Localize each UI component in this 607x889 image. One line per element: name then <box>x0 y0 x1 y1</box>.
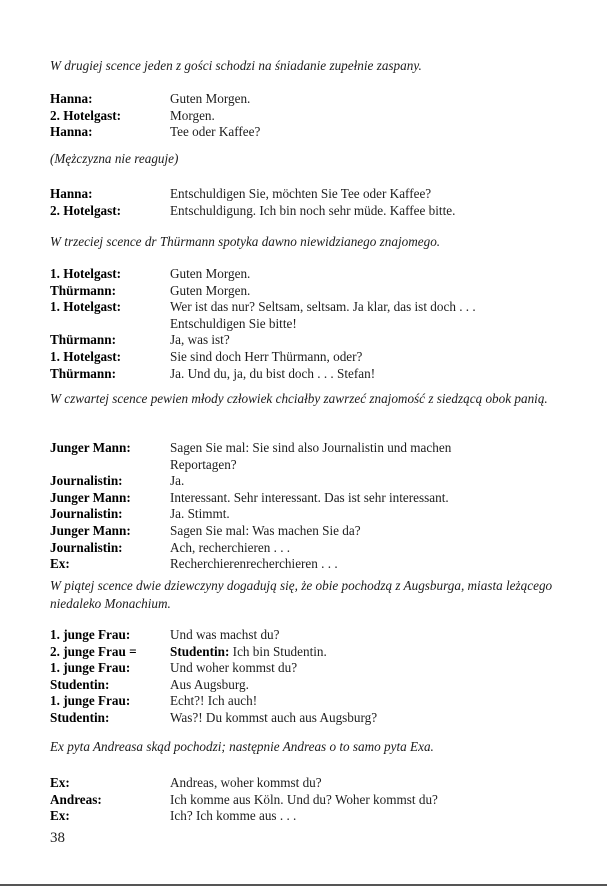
speaker-label: Hanna: <box>50 124 93 140</box>
dialogue-line <box>50 627 567 643</box>
dialogue-line <box>50 91 567 107</box>
speaker-label: 1. junge Frau: <box>50 693 131 709</box>
spoken-text: Sagen Sie mal: Sie sind also Journalistin und machen <box>170 440 452 455</box>
spoken-text: Reportagen? <box>170 456 237 472</box>
speaker-label-inline: Studentin: <box>170 643 230 659</box>
speaker-label: Studentin: <box>50 676 110 692</box>
spoken-text-part: Ich bin Studentin. <box>229 643 327 659</box>
spoken-text: Und was machst du? <box>170 627 280 642</box>
dialogue-line <box>50 283 567 299</box>
speaker-label: Journalistin: <box>50 473 123 489</box>
speaker-label: 2. junge Frau = <box>50 643 137 659</box>
dialogue-line <box>50 124 567 140</box>
dialogue-line <box>50 108 567 124</box>
stage-direction: Ex pyta Andreasa skąd pochodzi; następnie Andreas o to samo pyta Exa. <box>50 739 434 754</box>
stage-direction: W czwartej scence pewien młody człowiek chciałby zawrzeć znajomość z siedzącą obok panią. <box>50 391 548 406</box>
dialogue-block <box>50 627 567 727</box>
speaker-label: Thürmann: <box>50 365 116 381</box>
dialogue-line <box>50 710 567 726</box>
dialogue-line <box>50 440 567 456</box>
spoken-text: Morgen. <box>170 107 215 123</box>
dialogue-line <box>50 775 567 791</box>
speaker-label: Thürmann: <box>50 332 116 348</box>
spoken-text: Guten Morgen. <box>170 282 251 298</box>
dialogue-line <box>50 203 567 219</box>
dialogue-line <box>50 693 567 709</box>
dialogue-line <box>50 644 567 660</box>
speaker-label: Studentin: <box>50 709 110 725</box>
dialogue-line <box>50 540 567 556</box>
stage-direction: W piątej scence dwie dziewczyny dogadują się, że obie pochodzą z Augsburga, miasta leżącego niedaleko Monachium. <box>50 578 553 611</box>
speaker-label: 1. Hotelgast: <box>50 266 122 281</box>
speaker-label: Junger Mann: <box>50 489 131 505</box>
spoken-text <box>170 644 567 660</box>
spoken-text: Ja. Stimmt. <box>170 506 230 522</box>
spoken-text: Ich komme aus Köln. Und du? Woher kommst du? <box>170 791 438 807</box>
spoken-text: Ja, was ist? <box>170 332 230 348</box>
speaker-label: 2. Hotelgast: <box>50 107 122 123</box>
dialogue-line <box>50 808 567 824</box>
speaker-label: Ex: <box>50 775 70 790</box>
speaker-label: Journalistin: <box>50 539 123 555</box>
dialogue-line <box>50 366 567 382</box>
dialogue-line <box>50 473 567 489</box>
spoken-text: Guten Morgen. <box>170 266 251 281</box>
dialogue-line <box>50 523 567 539</box>
spoken-text: Sie sind doch Herr Thürmann, oder? <box>170 348 363 364</box>
dialogue-block <box>50 186 567 219</box>
dialogue-line <box>50 556 567 572</box>
dialogue-line <box>50 266 567 282</box>
dialogue-line <box>50 316 567 332</box>
speaker-label: 1. junge Frau: <box>50 660 131 676</box>
spoken-text: Ja. Und du, ja, du bist doch . . . Stefan! <box>170 365 376 381</box>
spoken-text: Und woher kommst du? <box>170 660 298 676</box>
dialogue-block <box>50 91 567 141</box>
dialogue-block <box>50 440 567 573</box>
dialogue-line <box>50 506 567 522</box>
spoken-text: Andreas, woher kommst du? <box>170 775 322 790</box>
speaker-label: Junger Mann: <box>50 440 131 455</box>
speaker-label: Hanna: <box>50 91 93 106</box>
dialogue-line <box>50 490 567 506</box>
dialogue-line <box>50 349 567 365</box>
spoken-text: Was?! Du kommst auch aus Augsburg? <box>170 709 378 725</box>
spoken-text: Ich? Ich komme aus . . . <box>170 808 297 824</box>
spoken-text: Wer ist das nur? Seltsam, seltsam. Ja klar, das ist doch . . . <box>170 299 476 315</box>
dialogue-line <box>50 332 567 348</box>
speaker-label: Journalistin: <box>50 506 123 522</box>
dialogue-line <box>50 677 567 693</box>
spoken-text: Entschuldigen Sie bitte! <box>170 315 297 331</box>
spoken-text: Entschuldigung. Ich bin noch sehr müde. Kaffee bitte. <box>170 202 456 218</box>
spoken-text: Ach, recherchieren . . . <box>170 539 291 555</box>
dialogue-block <box>50 775 567 825</box>
dialogue-block <box>50 266 567 382</box>
speaker-label: 1. Hotelgast: <box>50 348 122 364</box>
stage-direction: W drugiej scence jeden z gości schodzi na śniadanie zupełnie zaspany. <box>50 58 422 73</box>
spoken-text: Tee oder Kaffee? <box>170 124 261 140</box>
dialogue-line <box>50 660 567 676</box>
speaker-label: 2. Hotelgast: <box>50 202 122 218</box>
speaker-label: 1. Hotelgast: <box>50 299 122 315</box>
stage-direction: (Mężczyzna nie reaguje) <box>50 151 179 166</box>
spoken-text: Aus Augsburg. <box>170 676 249 692</box>
speaker-label <box>50 457 170 473</box>
spoken-text: Interessant. Sehr interessant. Das ist sehr interessant. <box>170 489 449 505</box>
dialogue-line <box>50 299 567 315</box>
speaker-label: Ex: <box>50 556 70 572</box>
spoken-text: Recherchierenrecherchieren . . . <box>170 556 338 572</box>
speaker-label: Hanna: <box>50 186 93 201</box>
dialogue-line <box>50 186 567 202</box>
speaker-label: Ex: <box>50 808 70 824</box>
speaker-label: 1. junge Frau: <box>50 627 131 642</box>
page-number: 38 <box>50 830 65 846</box>
spoken-text: Guten Morgen. <box>170 91 251 106</box>
dialogue-line <box>50 457 567 473</box>
speaker-label <box>50 316 170 332</box>
stage-direction: W trzeciej scence dr Thürmann spotyka dawno niewidzianego znajomego. <box>50 234 441 249</box>
spoken-text: Ja. <box>170 473 185 489</box>
spoken-text: Entschuldigen Sie, möchten Sie Tee oder Kaffee? <box>170 186 432 201</box>
speaker-label: Thürmann: <box>50 282 116 298</box>
bottom-rule <box>0 884 607 886</box>
speaker-label: Junger Mann: <box>50 522 131 538</box>
speaker-label: Andreas: <box>50 791 102 807</box>
dialogue-line <box>50 792 567 808</box>
spoken-text: Sagen Sie mal: Was machen Sie da? <box>170 522 361 538</box>
spoken-text: Echt?! Ich auch! <box>170 693 258 709</box>
